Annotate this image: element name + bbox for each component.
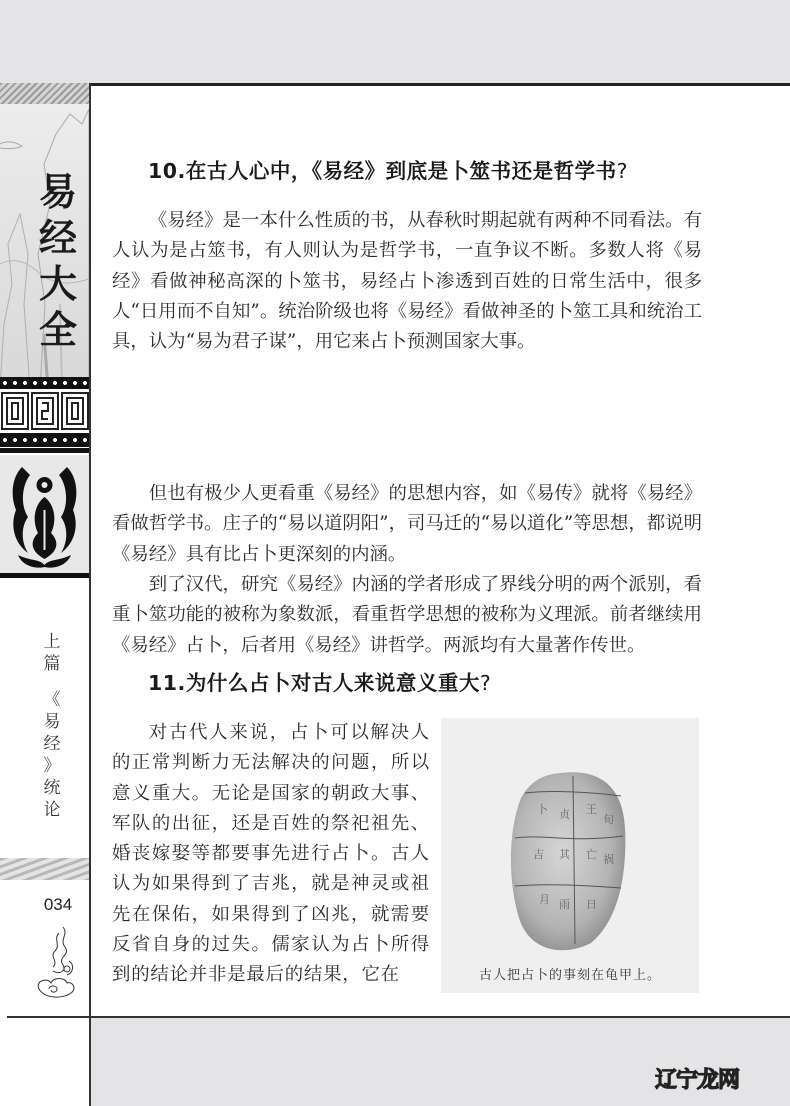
section-heading	[148, 154, 628, 184]
svg-text:吉: 吉	[533, 848, 544, 861]
svg-text:日: 日	[586, 898, 597, 911]
svg-text:其: 其	[559, 848, 570, 861]
section-label-char: 》	[43, 756, 61, 776]
cloud-pattern-band	[0, 858, 89, 880]
wave-pattern-band	[0, 83, 89, 104]
paragraph: 到了汉代，研究《易经》内涵的学者形成了界线分明的两个派别，看重卜筮功能的被称为象数派，看重哲学思想的被称为义理派。前者继续用《易经》占卜，后者用《易经》讲哲学。两派均有大量著作传世。	[112, 574, 702, 656]
book-title-char: 经	[38, 215, 77, 260]
heading-mark: ?	[479, 671, 492, 695]
svg-text:贞: 贞	[559, 808, 570, 821]
svg-text:王: 王	[586, 803, 597, 816]
key-fret-pattern	[0, 389, 89, 433]
ornament-panel	[0, 455, 89, 573]
book-title-char: 易	[38, 169, 77, 214]
svg-text:月: 月	[539, 893, 550, 906]
section-label-char: 统	[43, 778, 61, 798]
svg-text:雨: 雨	[559, 898, 570, 911]
heading-text: 在古人心中，《易经》到底是卜筮书还是哲学书	[185, 159, 617, 183]
heading-number: 10.	[148, 159, 186, 183]
heading-text: 为什么占卜对古人来说意义重大	[185, 671, 480, 695]
heading-number: 11.	[148, 671, 186, 695]
watermark-logo	[655, 1063, 739, 1094]
svg-text:卜: 卜	[537, 803, 548, 816]
fret-icon	[0, 389, 89, 433]
paragraph: 但也有极少人更看重《易经》的思想内容，如《易传》就将《易经》看做哲学书。庄子的“易以道阴阳”，司马迁的“易以道化”等思想，都说明《易经》具有比占卜更深刻的内涵。	[112, 483, 702, 565]
bottom-rule	[7, 1016, 790, 1018]
figure-caption: 古人把占卜的事刻在龟甲上。	[478, 968, 661, 983]
meander-pattern-band	[0, 377, 89, 447]
svg-text:祸: 祸	[603, 853, 614, 866]
watermark-red-text: 辽宁	[655, 1068, 698, 1093]
sidebar-bottom	[0, 1018, 89, 1106]
heading-mark: ?	[616, 159, 628, 183]
dragon-cloud-icon	[33, 925, 79, 1001]
paragraph: 《易经》是一本什么性质的书，从春秋时期起就有两种不同看法。有人认为是占筮书，有人则认为是哲学书，一直争议不断。多数人将《易经》看做神秘高深的卜筮书，易经占卜渗透到百姓的日常生活中，很多人“日用而不自知”。统治阶级也将《易经》看做神圣的卜筮工具和统治工具，认为“易为君子谋”，用它来占卜预测国家大事。	[112, 210, 702, 353]
book-title-char: 大	[38, 261, 77, 306]
section-label-char: 《	[43, 690, 61, 710]
scroll-dots	[0, 435, 89, 445]
svg-text:亡: 亡	[586, 848, 597, 861]
sidebar	[0, 83, 89, 1018]
paragraph: 对古代人来说，占卜可以解决人的正常判断力无法解决的问题，所以意义重大。无论是国家的朝政大事、军队的出征，还是百姓的祭祀祖先、婚丧嫁娶等都要事先进行占卜。古人认为如果得到了吉兆，就是神灵或祖先在保佑，如果得到了凶兆，就需要反省自身的过失。儒家认为占卜所得到的结论并非是最后的结果，它在	[112, 722, 430, 986]
svg-text:旬: 旬	[603, 813, 614, 826]
section-label-char: 篇	[43, 654, 61, 674]
section-label	[38, 631, 66, 821]
figure	[441, 718, 699, 993]
divider-bar	[0, 448, 91, 453]
divider-bar	[0, 573, 91, 578]
sidebar-divider	[89, 83, 91, 1106]
book-title-char: 全	[38, 307, 77, 352]
section-heading	[148, 666, 491, 696]
section-label-char: 易	[43, 712, 61, 732]
watermark-white-text: 龙网	[697, 1068, 740, 1093]
page-number: 034	[43, 895, 73, 914]
book-title	[38, 169, 78, 353]
scroll-dots	[0, 378, 89, 388]
section-label-char: 论	[43, 800, 61, 820]
oracle-bone-image	[441, 718, 699, 958]
section-label-char: 经	[43, 734, 61, 754]
spacer	[38, 675, 66, 689]
top-rule	[89, 83, 790, 86]
landscape-illustration	[0, 104, 89, 389]
floral-ornament-icon	[0, 455, 89, 573]
section-label-char: 上	[43, 632, 61, 652]
